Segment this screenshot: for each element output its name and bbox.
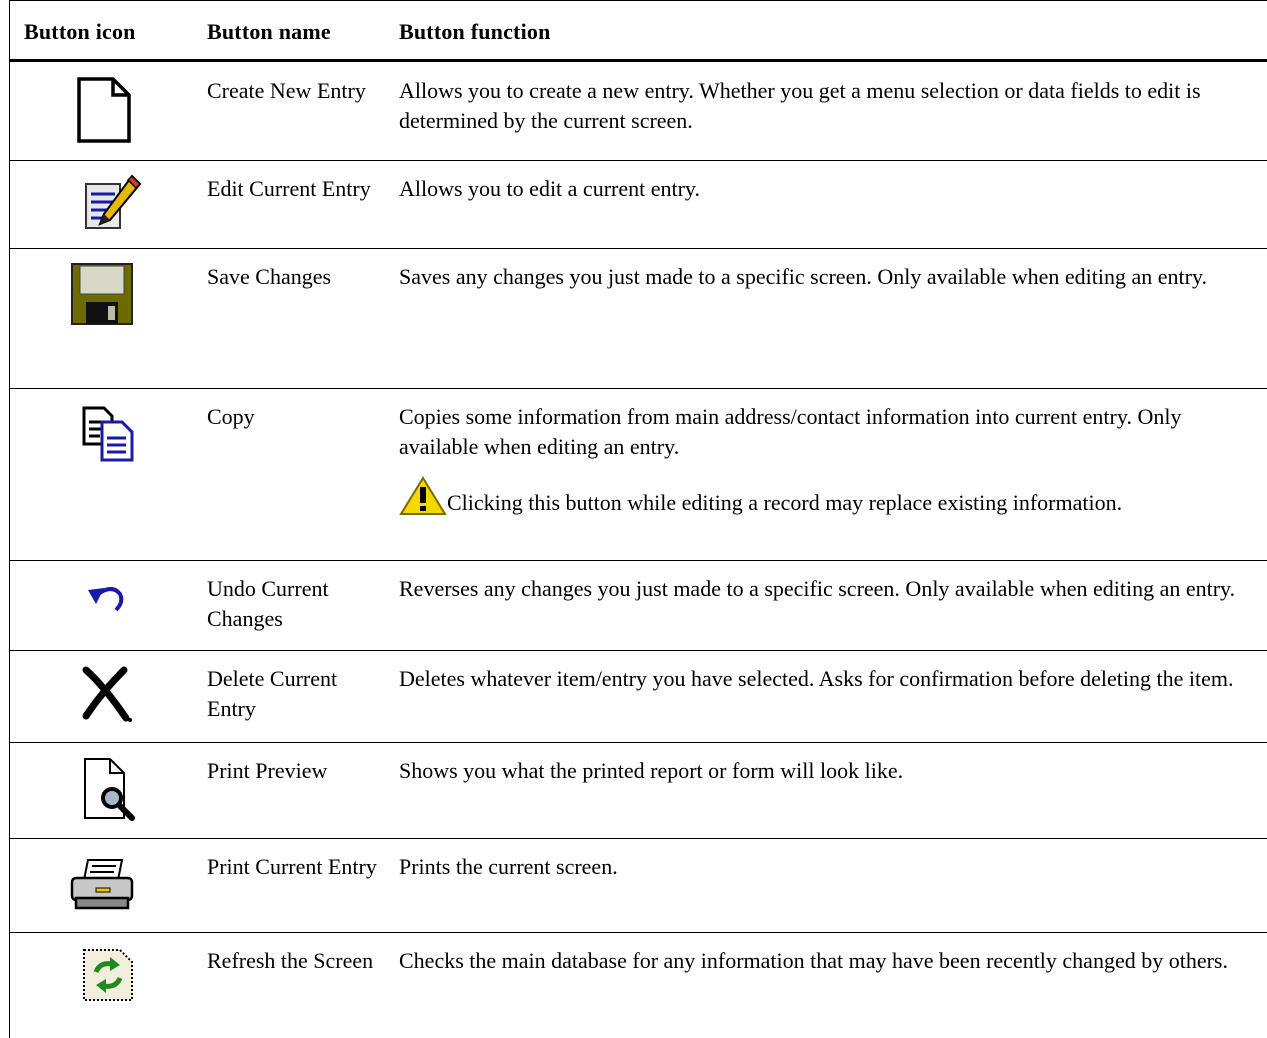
button-name: Undo Current Changes	[207, 576, 329, 631]
printer-icon	[70, 858, 134, 912]
new-document-icon	[76, 76, 132, 144]
refresh-icon	[82, 948, 134, 1002]
header-button-name: Button name	[207, 19, 331, 44]
table-row	[10, 62, 1267, 161]
header-button-function: Button function	[399, 19, 551, 44]
button-function: Reverses any changes you just made to a specific screen. Only available when editing an entry.	[399, 576, 1236, 601]
button-function: Allows you to create a new entry. Whether you get a menu selection or data fields to edit is determined by the current screen.	[399, 78, 1201, 133]
button-name: Edit Current Entry	[207, 176, 371, 201]
button-function: Allows you to edit a current entry.	[399, 176, 700, 201]
button-function: Checks the main database for any information that may have been recently changed by others.	[399, 948, 1228, 973]
table-row	[10, 650, 1267, 743]
warning-note-text: Clicking this button while editing a record may replace existing information.	[447, 490, 1123, 515]
button-name: Refresh the Screen	[207, 948, 374, 973]
button-name: Delete Current Entry	[207, 666, 338, 721]
button-name: Copy	[207, 404, 255, 429]
table-row	[10, 838, 1267, 933]
table-row	[10, 160, 1267, 249]
button-function: Prints the current screen.	[399, 854, 618, 879]
edit-pencil-icon	[82, 170, 142, 234]
button-function: Copies some information from main address/contact information into current entry. Only available when editing an entry.	[399, 404, 1182, 459]
button-name: Save Changes	[207, 264, 332, 289]
button-name: Create New Entry	[207, 78, 366, 103]
table-row	[10, 248, 1267, 389]
undo-arrow-icon	[86, 584, 126, 614]
table-row	[10, 560, 1267, 651]
table-header-row	[10, 0, 1267, 62]
button-function: Shows you what the printed report or form will look like.	[399, 758, 904, 783]
header-button-icon: Button icon	[24, 19, 136, 44]
copy-icon	[82, 406, 134, 462]
warning-icon	[399, 476, 447, 516]
print-preview-icon	[82, 756, 138, 822]
button-name: Print Current Entry	[207, 854, 377, 879]
button-function: Saves any changes you just made to a specific screen. Only available when editing an entry.	[399, 264, 1208, 289]
button-reference-table	[9, 0, 1267, 1038]
table-row	[10, 388, 1267, 561]
delete-x-icon	[80, 666, 132, 722]
button-function: Deletes whatever item/entry you have selected. Asks for confirmation before deleting the item.	[399, 666, 1234, 691]
table-row	[10, 932, 1267, 1038]
floppy-disk-icon	[70, 262, 134, 326]
button-name: Print Preview	[207, 758, 328, 783]
table-row	[10, 742, 1267, 839]
warning-note	[399, 476, 1249, 518]
